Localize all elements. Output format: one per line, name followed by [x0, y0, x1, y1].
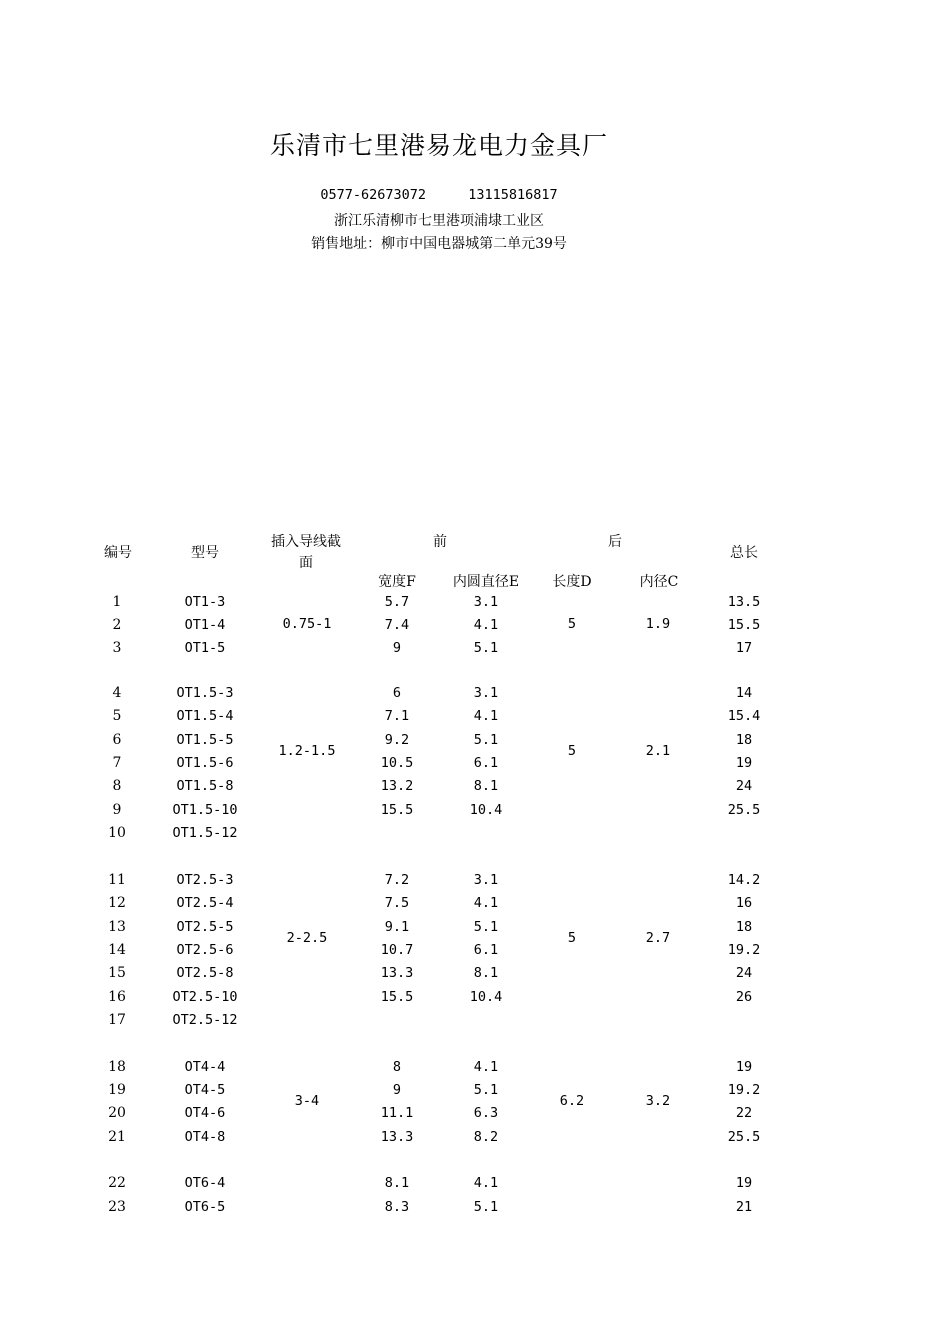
cell-width-f: 15.5 — [380, 802, 414, 818]
header-inner-c: 内径C — [639, 574, 679, 590]
cell-inner-e: 8.1 — [473, 965, 499, 981]
cell-inner-e: 8.1 — [473, 778, 499, 794]
cell-total: 19 — [735, 1175, 753, 1191]
cell-no: 16 — [108, 989, 126, 1005]
cell-length-d: 5 — [567, 743, 577, 759]
cell-model: OT2.5-3 — [176, 872, 234, 888]
cell-no: 9 — [112, 802, 122, 818]
cell-total: 16 — [735, 895, 753, 911]
cell-section: 1.2-1.5 — [278, 743, 336, 759]
cell-no: 12 — [108, 895, 126, 911]
cell-inner-e: 4.1 — [473, 1059, 499, 1075]
cell-inner-e: 4.1 — [473, 708, 499, 724]
cell-width-f: 6 — [392, 685, 402, 701]
company-name: 乐清市七里港易龙电力金具厂 — [269, 131, 608, 160]
cell-no: 17 — [108, 1012, 126, 1028]
cell-total: 24 — [735, 965, 753, 981]
cell-length-d: 6.2 — [559, 1093, 585, 1109]
cell-no: 6 — [112, 732, 122, 748]
cell-model: OT1.5-12 — [172, 825, 238, 841]
cell-no: 4 — [112, 685, 122, 701]
cell-model: OT1.5-10 — [172, 802, 238, 818]
cell-no: 10 — [108, 825, 126, 841]
cell-inner-e: 4.1 — [473, 895, 499, 911]
cell-no: 19 — [108, 1082, 126, 1098]
cell-no: 3 — [112, 640, 122, 656]
phone-line — [0, 187, 878, 203]
cell-inner-e: 4.1 — [473, 617, 499, 633]
header-front: 前 — [433, 534, 447, 550]
cell-no: 20 — [108, 1105, 126, 1121]
cell-total: 13.5 — [727, 594, 761, 610]
cell-width-f: 8 — [392, 1059, 402, 1075]
cell-section: 2-2.5 — [286, 930, 328, 946]
header-section-line1: 插入导线截 — [271, 534, 341, 550]
cell-inner-c: 2.1 — [645, 743, 671, 759]
cell-inner-c: 1.9 — [645, 616, 671, 632]
cell-width-f: 10.5 — [380, 755, 414, 771]
cell-no: 1 — [112, 594, 122, 610]
factory-address: 浙江乐清柳市七里港项浦埭工业区 — [334, 213, 544, 229]
cell-inner-e: 5.1 — [473, 640, 499, 656]
cell-no: 8 — [112, 778, 122, 794]
cell-total: 19.2 — [727, 1082, 761, 1098]
phone-landline: 0577-62673072 — [320, 187, 426, 203]
cell-inner-e: 10.4 — [469, 989, 503, 1005]
header-length-d: 长度D — [552, 574, 592, 590]
cell-model: OT1.5-3 — [176, 685, 234, 701]
header-back: 后 — [608, 534, 622, 550]
cell-no: 22 — [108, 1175, 126, 1191]
cell-width-f: 7.2 — [384, 872, 410, 888]
cell-width-f: 13.2 — [380, 778, 414, 794]
phone-mobile: 13115816817 — [468, 187, 558, 203]
cell-width-f: 9 — [392, 1082, 402, 1098]
cell-model: OT2.5-4 — [176, 895, 234, 911]
cell-inner-e: 6.1 — [473, 942, 499, 958]
cell-model: OT4-4 — [184, 1059, 226, 1075]
cell-model: OT4-5 — [184, 1082, 226, 1098]
cell-no: 2 — [112, 617, 122, 633]
cell-inner-e: 3.1 — [473, 872, 499, 888]
cell-model: OT2.5-10 — [172, 989, 238, 1005]
cell-length-d: 5 — [567, 616, 577, 632]
cell-width-f: 13.3 — [380, 965, 414, 981]
cell-total: 24 — [735, 778, 753, 794]
cell-width-f: 9 — [392, 640, 402, 656]
header-total: 总长 — [730, 545, 758, 561]
cell-model: OT4-8 — [184, 1129, 226, 1145]
cell-inner-e: 4.1 — [473, 1175, 499, 1191]
cell-inner-e: 6.3 — [473, 1105, 499, 1121]
cell-inner-c: 3.2 — [645, 1093, 671, 1109]
cell-inner-e: 5.1 — [473, 919, 499, 935]
header-inner-diameter-e: 内圆直径E — [452, 574, 520, 590]
cell-model: OT1.5-4 — [176, 708, 234, 724]
cell-model: OT2.5-12 — [172, 1012, 238, 1028]
cell-total: 22 — [735, 1105, 753, 1121]
cell-no: 18 — [108, 1059, 126, 1075]
cell-no: 21 — [108, 1129, 126, 1145]
cell-no: 15 — [108, 965, 126, 981]
cell-section: 0.75-1 — [282, 616, 332, 632]
cell-width-f: 11.1 — [380, 1105, 414, 1121]
cell-model: OT1.5-6 — [176, 755, 234, 771]
cell-width-f: 5.7 — [384, 594, 410, 610]
cell-model: OT2.5-5 — [176, 919, 234, 935]
cell-total: 26 — [735, 989, 753, 1005]
cell-inner-e: 6.1 — [473, 755, 499, 771]
cell-inner-e: 3.1 — [473, 685, 499, 701]
cell-width-f: 7.1 — [384, 708, 410, 724]
cell-inner-e: 10.4 — [469, 802, 503, 818]
cell-total: 17 — [735, 640, 753, 656]
cell-inner-e: 8.2 — [473, 1129, 499, 1145]
cell-model: OT1-4 — [184, 617, 226, 633]
cell-total: 14.2 — [727, 872, 761, 888]
cell-width-f: 13.3 — [380, 1129, 414, 1145]
cell-model: OT4-6 — [184, 1105, 226, 1121]
cell-model: OT6-4 — [184, 1175, 226, 1191]
cell-total: 15.5 — [727, 617, 761, 633]
cell-total: 14 — [735, 685, 753, 701]
cell-width-f: 7.4 — [384, 617, 410, 633]
cell-no: 13 — [108, 919, 126, 935]
cell-no: 14 — [108, 942, 126, 958]
cell-model: OT1-3 — [184, 594, 226, 610]
cell-width-f: 15.5 — [380, 989, 414, 1005]
cell-inner-e: 5.1 — [473, 732, 499, 748]
header-no: 编号 — [104, 545, 132, 561]
cell-inner-e: 5.1 — [473, 1082, 499, 1098]
cell-model: OT2.5-6 — [176, 942, 234, 958]
cell-model: OT1-5 — [184, 640, 226, 656]
cell-inner-c: 2.7 — [645, 930, 671, 946]
cell-width-f: 8.3 — [384, 1199, 410, 1215]
cell-total: 19.2 — [727, 942, 761, 958]
cell-total: 18 — [735, 919, 753, 935]
cell-length-d: 5 — [567, 930, 577, 946]
cell-model: OT6-5 — [184, 1199, 226, 1215]
cell-width-f: 7.5 — [384, 895, 410, 911]
cell-total: 15.4 — [727, 708, 761, 724]
header-width-f: 宽度F — [378, 574, 416, 590]
cell-width-f: 9.2 — [384, 732, 410, 748]
cell-no: 7 — [112, 755, 122, 771]
cell-total: 19 — [735, 1059, 753, 1075]
cell-model: OT1.5-8 — [176, 778, 234, 794]
cell-total: 21 — [735, 1199, 753, 1215]
cell-no: 11 — [108, 872, 126, 888]
cell-model: OT2.5-8 — [176, 965, 234, 981]
cell-no: 5 — [112, 708, 122, 724]
cell-total: 25.5 — [727, 802, 761, 818]
header-model: 型号 — [191, 545, 219, 561]
cell-model: OT1.5-5 — [176, 732, 234, 748]
cell-total: 18 — [735, 732, 753, 748]
cell-total: 25.5 — [727, 1129, 761, 1145]
cell-section: 3-4 — [294, 1093, 320, 1109]
cell-inner-e: 3.1 — [473, 594, 499, 610]
cell-total: 19 — [735, 755, 753, 771]
header-section-line2: 面 — [299, 555, 313, 571]
cell-no: 23 — [108, 1199, 126, 1215]
cell-width-f: 9.1 — [384, 919, 410, 935]
cell-width-f: 8.1 — [384, 1175, 410, 1191]
cell-width-f: 10.7 — [380, 942, 414, 958]
cell-inner-e: 5.1 — [473, 1199, 499, 1215]
sales-address: 销售地址：柳市中国电器城第二单元39号 — [311, 236, 567, 252]
